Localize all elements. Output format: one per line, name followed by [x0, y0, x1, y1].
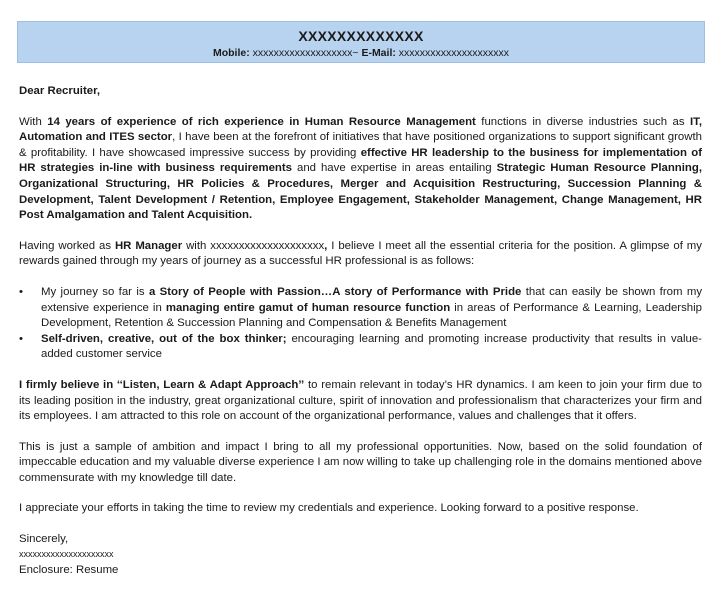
- enclosure-line: Enclosure: Resume: [19, 563, 119, 576]
- role-text-1: Having worked as: [19, 239, 115, 252]
- role-bold-2: ,: [324, 239, 328, 252]
- paragraph-role: [19, 239, 702, 270]
- list-item: [19, 332, 702, 363]
- letter-body: [19, 84, 702, 578]
- email-value: xxxxxxxxxxxxxxxxxxxxx: [398, 47, 510, 59]
- bullet-icon: •: [19, 285, 23, 298]
- role-bold-1: HR Manager: [114, 239, 183, 252]
- intro-text-2: functions in diverse industries such as: [475, 115, 690, 128]
- paragraph-belief: [19, 378, 702, 425]
- intro-bold-3: effective HR leadership to the business for implementation of HR strategies in-line with business requirements: [19, 146, 702, 175]
- letter-header: [17, 21, 705, 63]
- sign-off: Sincerely,: [19, 533, 69, 546]
- intro-text-3: , I have been at the forefront of initiatives that have positioned organizations to support significant growth & profitability. I have showcased impressive success by providing: [19, 131, 702, 159]
- item1-text-3: in areas of Performance & Learning, Leadership Development, Retention & Succession Planning and Compensation & Benefits Management: [41, 301, 702, 330]
- email-label: E-Mail:: [361, 47, 396, 59]
- mobile-value: xxxxxxxxxxxxxxxxxxx~: [252, 47, 359, 59]
- contact-line: [18, 47, 704, 59]
- list-item: [19, 285, 702, 332]
- item1-text-1: My journey so far is: [41, 285, 149, 298]
- bullet-icon: •: [19, 332, 23, 345]
- mobile-label: Mobile:: [212, 47, 250, 59]
- salutation: [19, 84, 702, 100]
- item1-bold-2: managing entire gamut of human resource function: [165, 301, 451, 314]
- belief-bold-1: I firmly believe in ‘‘Listen, Learn & Adapt Approach’’: [19, 378, 305, 391]
- achievements-list: [19, 285, 702, 363]
- intro-bold-1: 14 years of experience of rich experience in Human Resource Management: [47, 115, 476, 128]
- intro-text-1: With: [19, 115, 48, 128]
- paragraph-ambition: This is just a sample of ambition and impact I bring to all my professional opportunities. Now, based on the solid foundation of impeccable education and my valuable diverse experience I am now willing to take up challenging role in the domains mentioned above commensurate with my knowledge till date.: [19, 440, 702, 484]
- item1-bold-1: a Story of People with Passion…A story of Performance with Pride: [148, 285, 522, 298]
- applicant-name: XXXXXXXXXXXXX: [298, 28, 424, 44]
- role-text-2: with xxxxxxxxxxxxxxxxxxxx: [182, 239, 325, 252]
- role-text-3: I believe I meet all the essential criteria for the position. A glimpse of my rewards gained through my years of journey as a successful HR professional is as follows:: [19, 239, 702, 268]
- intro-text-4: and have expertise in areas entailing: [292, 162, 497, 175]
- signature-block: [19, 532, 702, 578]
- intro-bold-4: Strategic Human Resource Planning, Organizational Structuring, HR Policies & Procedures, Merger and Acquisition Restructuring, Succession Planning & Development, Talent Development / Retention, Employee Engagement, Stakeholder Management, Change Management, HR Post Amalgamation and Talent Acquisition.: [19, 162, 703, 222]
- item2-bold-1: Self-driven, creative, out of the box thinker;: [41, 332, 287, 345]
- item1-text-2: that can easily be shown from my extensive experience in: [41, 285, 703, 314]
- paragraph-intro: [19, 115, 702, 224]
- salutation-text: Dear Recruiter,: [19, 85, 101, 97]
- paragraph-appreciation: I appreciate your efforts in taking the time to review my credentials and experience. Looking forward to a positive response.: [19, 502, 639, 515]
- item2-text-1: encouraging learning and promoting increase productivity that results in value-added customer service: [41, 332, 702, 361]
- belief-text-1: to remain relevant in today’s HR dynamics. I am keen to join your firm due to its leading position in the industry, great organizational culture, spirit of innovation and professionalism that characterizes your firm and its employees. I am attracted to this role on account of the organizational performance, values and challenges that it offers.: [19, 378, 702, 423]
- intro-bold-2: IT, Automation and ITES sector: [19, 115, 703, 144]
- signer-name: xxxxxxxxxxxxxxxxxxxxx: [19, 549, 114, 560]
